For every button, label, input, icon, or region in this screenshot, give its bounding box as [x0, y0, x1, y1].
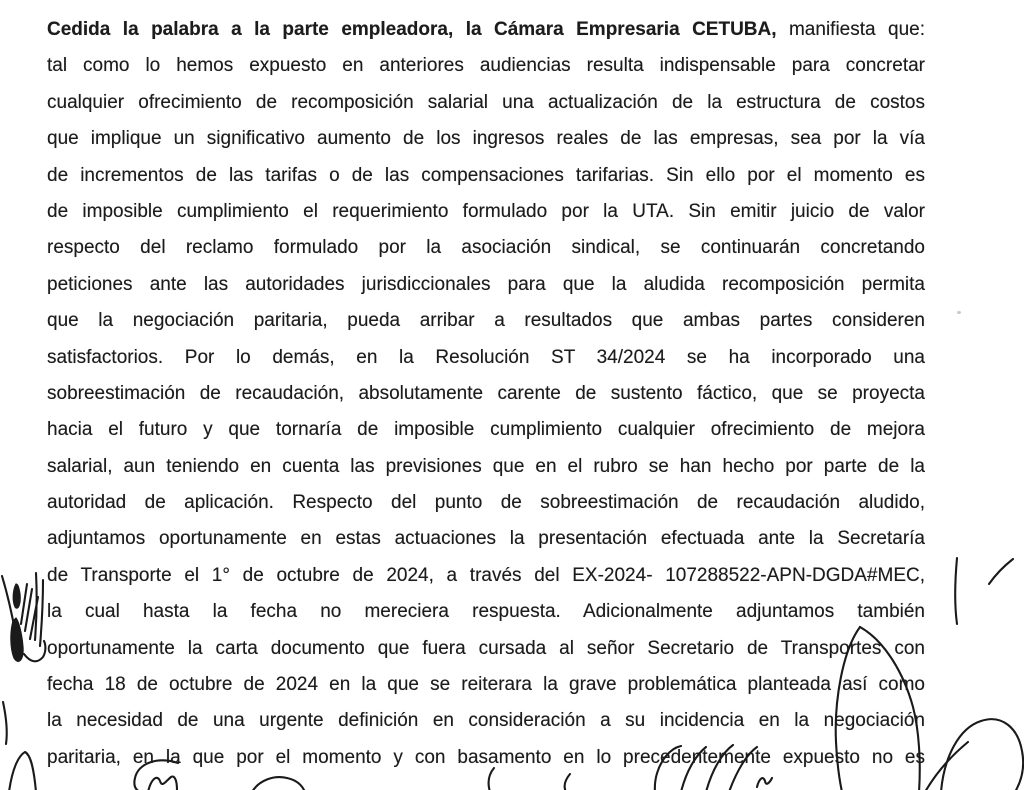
ink-stroke [148, 777, 177, 790]
text-line: que implique un significativo aumento de los ingresos reales de las empresas, sea por la vía [47, 128, 925, 150]
text-line: fecha 18 de octubre de 2024 en la que se reiterara la grave problemática planteada así como [47, 674, 925, 696]
text-line: la necesidad de una urgente definición en consideración a su incidencia en la negociación [47, 710, 925, 732]
text-line: tal como lo hemos expuesto en anteriores audiencias resulta indispensable para concretar [47, 55, 925, 77]
ink-stroke [24, 641, 45, 661]
ink-stroke [925, 742, 968, 790]
ink-stroke [9, 752, 36, 790]
ink-stroke [30, 597, 38, 639]
regular-phrase: manifiesta que: [788, 19, 925, 40]
ink-stroke [955, 558, 957, 624]
bold-opening-phrase: Cedida la palabra a la parte empleadora, la Cámara Empresaria CETUBA, [47, 19, 777, 40]
ink-blob [13, 584, 20, 608]
ink-stroke [565, 774, 570, 790]
ink-blob [11, 618, 23, 661]
text-line: de incrementos de las tarifas o de las compensaciones tarifarias. Sin ello por el momento es [47, 164, 925, 186]
text-line: adjuntamos oportunamente en estas actuaciones la presentación efectuada ante la Secretaría [47, 528, 925, 550]
text-line: paritaria, en la que por el momento y con basamento en lo precedentemente expuesto no es [47, 746, 925, 768]
ink-stroke [252, 777, 304, 790]
text-line: respecto del reclamo formulado por la asociación sindical, se continuarán concretando [47, 237, 925, 259]
text-line: salarial, aun teniendo en cuenta las previsiones que en el rubro se han hecho por parte de la [47, 455, 925, 477]
text-line: autoridad de aplicación. Respecto del punto de sobreestimación de recaudación aludido, [47, 492, 925, 514]
ink-stroke [3, 702, 7, 744]
ink-stroke [35, 573, 37, 640]
ink-stroke [21, 584, 27, 624]
ink-stroke [40, 580, 43, 646]
text-line: de imposible cumplimiento el requerimiento formulado por la UTA. Sin emitir juicio de valor [47, 200, 925, 222]
text-line: peticiones ante las autoridades jurisdiccionales para que la aludida recomposición permita [47, 273, 925, 295]
text-line: de Transporte el 1° de octubre de 2024, a través del EX-2024- 107288522-APN-DGDA#MEC, [47, 564, 925, 586]
text-line [47, 12, 925, 48]
text-line: la cual hasta la fecha no mereciera respuesta. Adicionalmente adjuntamos también [47, 601, 925, 623]
text-line: oportunamente la carta documento que fuera cursada al señor Secretario de Transportes con [47, 637, 925, 659]
ink-stroke [757, 778, 772, 787]
ink-stroke [2, 576, 19, 654]
text-line: hacia el futuro y que tornaría de imposible cumplimiento cualquier ofrecimiento de mejora [47, 419, 925, 441]
text-line: que la negociación paritaria, pueda arribar a resultados que ambas partes consideren [47, 310, 925, 332]
text-line: satisfactorios. Por lo demás, en la Resolución ST 34/2024 se ha incorporado una [47, 346, 925, 368]
left-margin-signature-scribble [2, 573, 45, 661]
text-line: cualquier ofrecimiento de recomposición salarial una actualización de la estructura de costos [47, 91, 925, 113]
scan-speck [957, 311, 961, 314]
ink-stroke [989, 559, 1013, 584]
ink-stroke [25, 589, 32, 631]
text-line: sobreestimación de recaudación, absolutamente carente de sustento fáctico, que se proyecta [47, 382, 925, 404]
ink-stroke [941, 719, 1023, 790]
document-text [47, 12, 925, 776]
